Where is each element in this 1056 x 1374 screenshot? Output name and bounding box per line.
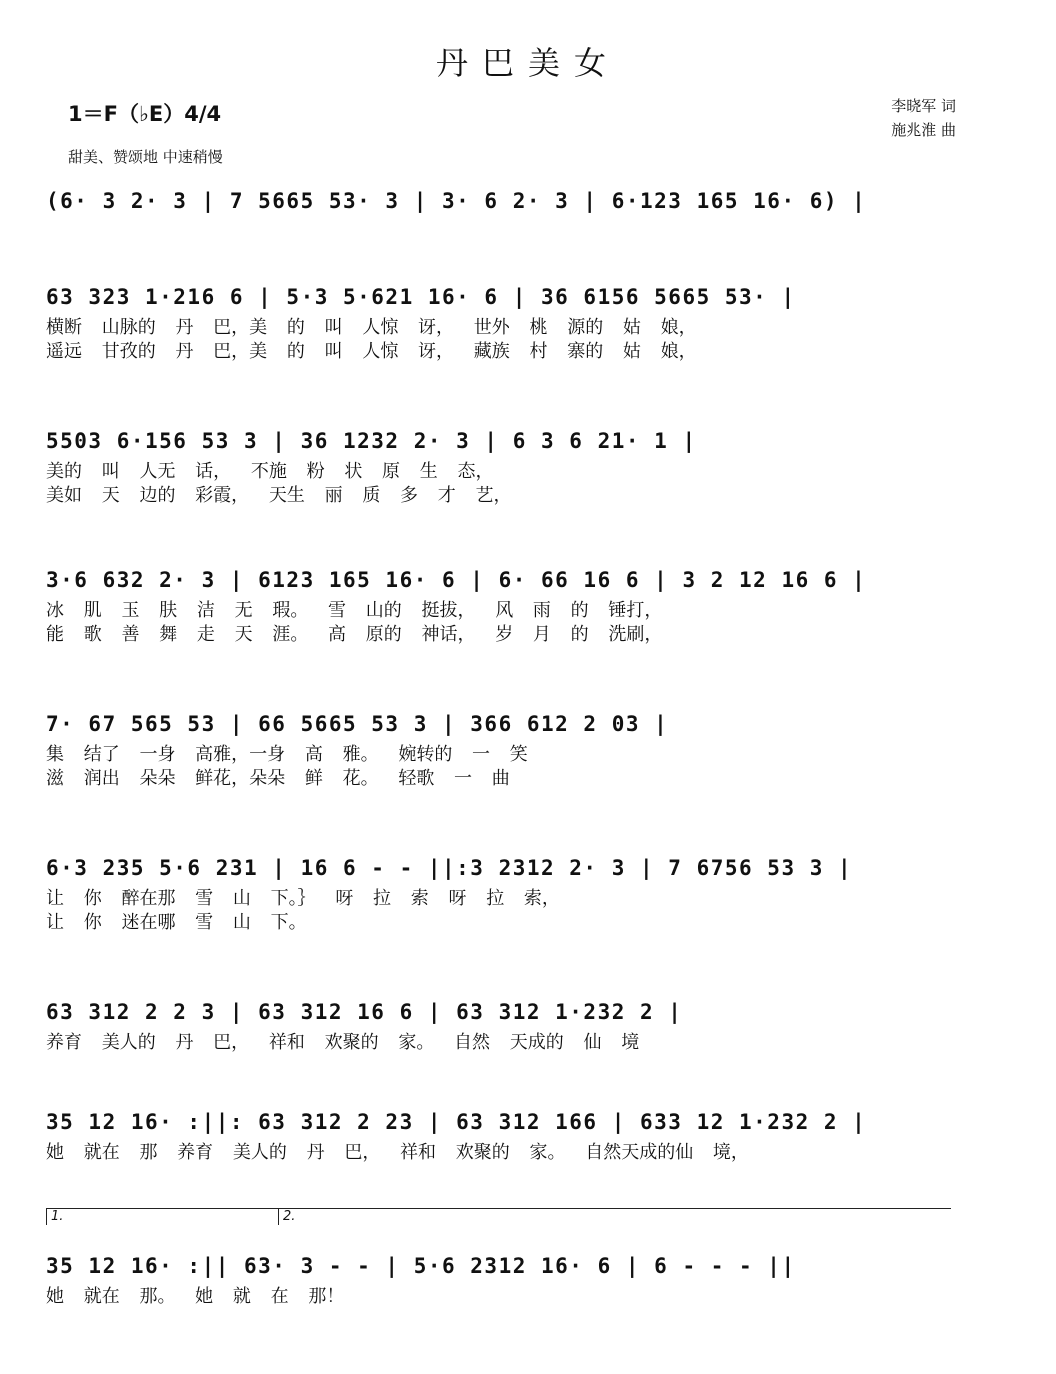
notation-line: 3·6 632 2· 3 | 6123 165 16· 6 | 6· 66 16 6 | 3 2 12 16 6 |: [46, 568, 867, 592]
notation-line: 63 312 2 2 3 | 63 312 16 6 | 63 312 1·232 2 |: [46, 1000, 683, 1024]
lyric-verse-1: 她 就在 那。 她 就 在 那！: [46, 1286, 345, 1307]
music-system-9: [46, 1247, 996, 1309]
music-system-4: [46, 561, 996, 647]
volta-brackets: [46, 1208, 951, 1227]
music-system-8: [46, 1103, 996, 1165]
lyric-verse-2: 遥远 甘孜的 丹 巴，美 的 叫 人惊 讶， 藏族 村 寨的 姑 娘，: [46, 341, 697, 362]
lyric-verse-2: 能 歌 善 舞 走 天 涯。 高 原的 神话， 岁 月 的 洗刷，: [46, 624, 663, 645]
credits: [891, 94, 956, 142]
notation-line: 63 323 1·216 6 | 5·3 5·621 16· 6 | 36 6156 5665 53· |: [46, 285, 796, 309]
notation-line: 35 12 16· :||: 63 312 2 23 | 63 312 166 | 633 12 1·232 2 |: [46, 1110, 867, 1134]
key-signature: 1＝F（♭E）4/4: [68, 102, 222, 126]
music-system-6: [46, 849, 996, 935]
lyric-verse-1: 集 结了 一身 高雅，一身 高 雅。 婉转的 一 笑: [46, 744, 528, 765]
lyric-verse-1: 美的 叫 人无 话， 不施 粉 状 原 生 态，: [46, 461, 494, 482]
notation-line: 6·3 235 5·6 231 | 16 6 - - ||:3 2312 2· 3 | 7 6756 53 3 |: [46, 856, 853, 880]
lyric-verse-1: 养育 美人的 丹 巴， 祥和 欢聚的 家。 自然 天成的 仙 境: [46, 1032, 640, 1053]
song-title: 丹巴美女: [435, 44, 620, 82]
lyric-verse-1: 她 就在 那 养育 美人的 丹 巴， 祥和 欢聚的 家。 自然天成的仙 境，: [46, 1142, 749, 1163]
lyric-verse-1: 横断 山脉的 丹 巴，美 的 叫 人惊 讶， 世外 桃 源的 姑 娘，: [46, 317, 697, 338]
music-system-7: [46, 993, 996, 1055]
music-system-1: [46, 182, 996, 220]
notation-line: 5503 6·156 53 3 | 36 1232 2· 3 | 6 3 6 21· 1 |: [46, 429, 697, 453]
notation-line: 35 12 16· :|| 63· 3 - - | 5·6 2312 16· 6 | 6 - - - ||: [46, 1254, 796, 1278]
music-system-3: [46, 422, 996, 508]
notation-line: (6· 3 2· 3 | 7 5665 53· 3 | 3· 6 2· 3 | 6·123 165 16· 6) |: [46, 189, 867, 213]
lyric-verse-1: 让 你 醉在那 雪 山 下。｝ 呀 拉 索 呀 拉 索，: [46, 888, 560, 909]
first-ending: 1.: [46, 1209, 63, 1225]
tempo-marking: 甜美、赞颂地 中速稍慢: [68, 148, 223, 166]
notation-line: 7· 67 565 53 | 66 5665 53 3 | 366 612 2 03 |: [46, 712, 669, 736]
lyricist-credit: 李晓军 词: [891, 97, 956, 115]
lyric-verse-2: 让 你 迷在哪 雪 山 下。: [46, 912, 307, 933]
music-system-2: [46, 278, 996, 364]
lyric-verse-1: 冰 肌 玉 肤 洁 无 瑕。 雪 山的 挺拔， 风 雨 的 锤打，: [46, 600, 663, 621]
second-ending: 2.: [278, 1209, 295, 1225]
lyric-verse-2: 滋 润出 朵朵 鲜花，朵朵 鲜 花。 轻歌 一 曲: [46, 768, 510, 789]
lyric-verse-2: 美如 天 边的 彩霞， 天生 丽 质 多 才 艺，: [46, 485, 512, 506]
music-system-5: [46, 705, 996, 791]
composer-credit: 施兆淮 曲: [891, 121, 956, 139]
